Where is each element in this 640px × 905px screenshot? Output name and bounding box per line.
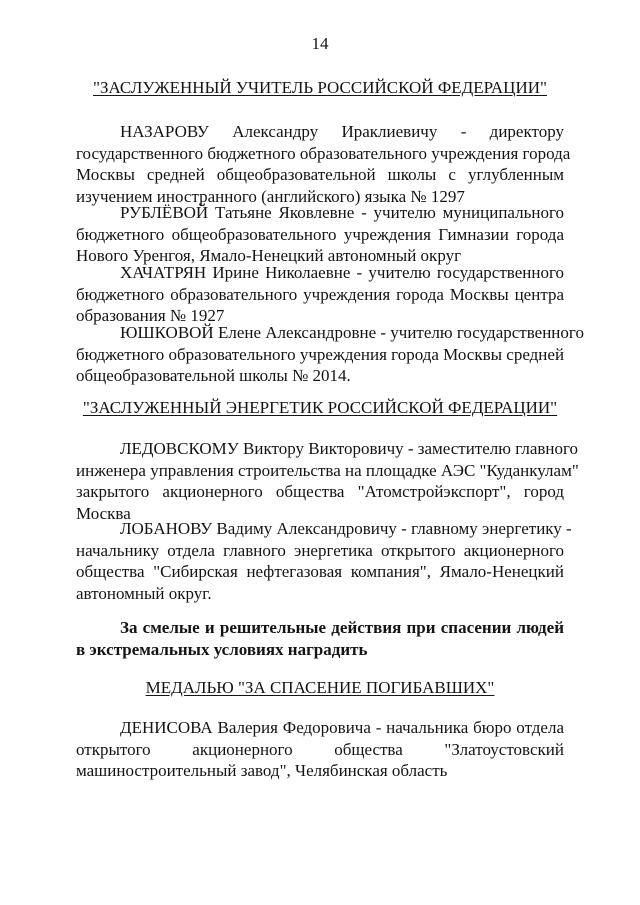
entry-line: бюджетного общеобразовательного учреждения Гимназии города bbox=[76, 224, 564, 244]
entry-line: НАЗАРОВУ Александру Ираклиевичу - директору bbox=[120, 122, 564, 141]
award-entry bbox=[76, 717, 564, 782]
entry-line: инженера управления строительства на площадке АЭС "Куданкулам" bbox=[76, 460, 579, 480]
award-entry bbox=[76, 438, 579, 524]
award-entry bbox=[76, 518, 572, 604]
entry-line: Нового Уренгоя, Ямало-Ненецкий автономный округ bbox=[76, 246, 462, 265]
section-heading-medal-saving-lives: МЕДАЛЬЮ "ЗА СПАСЕНИЕ ПОГИБАВШИХ" bbox=[145, 678, 495, 697]
decree-text bbox=[76, 617, 564, 660]
entry-line: автономный округ. bbox=[76, 583, 212, 603]
award-entry bbox=[76, 262, 564, 327]
decree-line: в экстремальных условиях наградить bbox=[76, 639, 368, 659]
award-entry bbox=[76, 202, 564, 267]
entry-line: РУБЛЁВОЙ Татьяне Яковлевне - учителю муниципального bbox=[120, 203, 564, 222]
entry-line: бюджетного образовательного учреждения города Москвы центра bbox=[76, 284, 564, 304]
entry-line: ЛЕДОВСКОМУ Виктору Викторовичу - заместителю главного bbox=[120, 439, 579, 458]
entry-line: начальнику отдела главного энергетика открытого акционерного bbox=[76, 540, 564, 560]
award-entry bbox=[76, 121, 571, 207]
entry-line: общества "Сибирская нефтегазовая компания", Ямало-Ненецкий bbox=[76, 562, 564, 581]
entry-line: Москва bbox=[76, 503, 131, 523]
entry-line: ХАЧАТРЯН Ирине Николаевне - учителю государственного bbox=[120, 263, 564, 282]
entry-line: ДЕНИСОВА Валерия Федоровича - начальника бюро отдела bbox=[120, 718, 564, 737]
entry-line: Москвы средней общеобразовательной школы с углубленным bbox=[76, 165, 564, 184]
section-heading-honored-teacher: "ЗАСЛУЖЕННЫЙ УЧИТЕЛЬ РОССИЙСКОЙ ФЕДЕРАЦИИ" bbox=[93, 78, 547, 97]
award-entry bbox=[76, 322, 584, 387]
entry-line: бюджетного образовательного учреждения города Москвы средней bbox=[76, 344, 565, 364]
section-heading-honored-energy-engineer: "ЗАСЛУЖЕННЫЙ ЭНЕРГЕТИК РОССИЙСКОЙ ФЕДЕРАЦИИ" bbox=[82, 398, 558, 417]
entry-line: ЮШКОВОЙ Елене Александровне - учителю государственного bbox=[120, 323, 584, 342]
entry-line: государственного бюджетного образовательного учреждения города bbox=[76, 143, 571, 163]
entry-line: открытого акционерного общества "Златоустовский bbox=[76, 739, 564, 759]
entry-line: ЛОБАНОВУ Вадиму Александровичу - главному энергетику - bbox=[120, 519, 572, 538]
decree-line: За смелые и решительные действия при спасении людей bbox=[120, 618, 564, 637]
entry-line: общеобразовательной школы № 2014. bbox=[76, 366, 351, 385]
entry-line: изучением иностранного (английского) языка № 1297 bbox=[76, 186, 465, 206]
page-number: 14 bbox=[311, 34, 329, 53]
entry-line: закрытого акционерного общества "Атомстройэкспорт", город bbox=[76, 482, 564, 501]
entry-line: образования № 1927 bbox=[76, 306, 225, 325]
entry-line: машиностроительный завод", Челябинская область bbox=[76, 761, 448, 780]
